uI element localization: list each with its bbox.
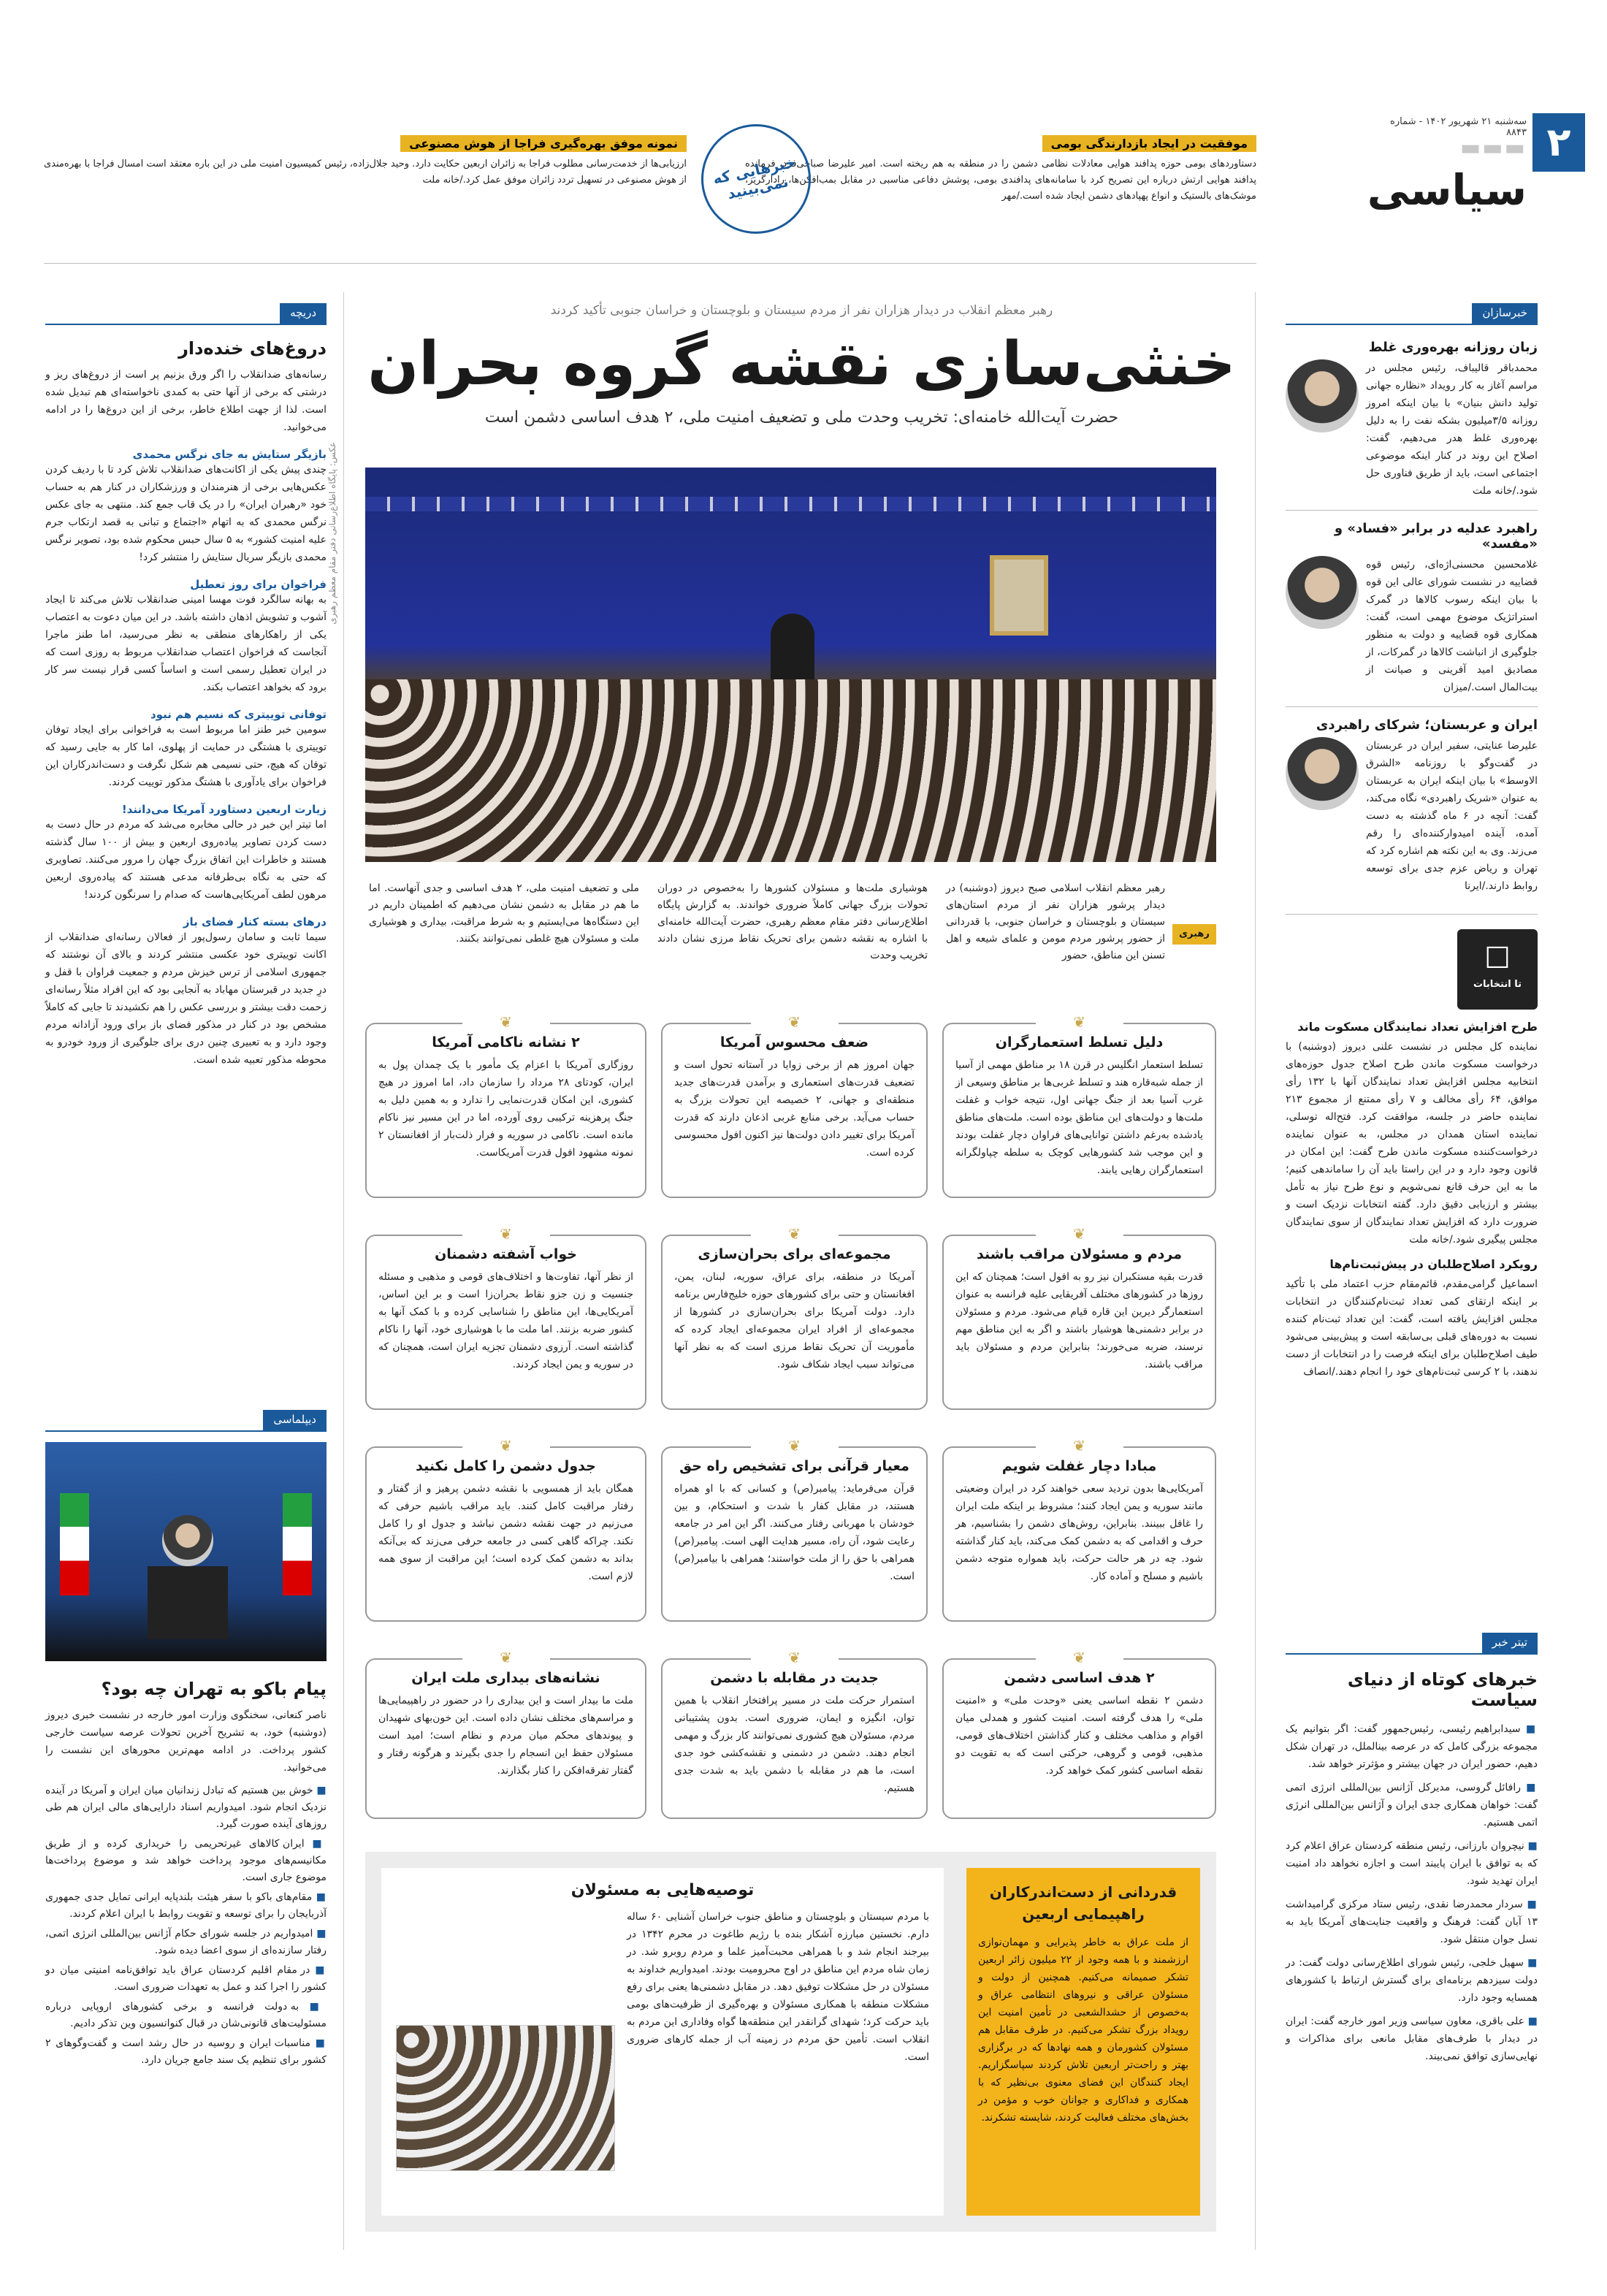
lead-tag: رهبری [1172, 924, 1216, 945]
right-twitter-section [1286, 1633, 1538, 2071]
news-title: طرح افزایش تعداد نمایندگان مسکوت ماند [1297, 1020, 1538, 1034]
section-title: سیاسی [1367, 165, 1527, 215]
quote-box: ❦ مردم و مسئولان مراقب باشند قدرت بقیه مستکبران نیز رو به افول است؛ همچنان که این روزها در کشورهای مختلف آفریقایی علیه فرانسه به عنوان استعمارگر دیرین این قاره قیام می‌شود. مردم و مسئولان در برابر دشمنی‌ها هوشیار باشند و اگر به این مناطق مهم نرسند، ضربه می‌خورند؛ بنابراین مردم و مسئولان باید مراقب باشند. [942, 1235, 1216, 1410]
bullet-item: ■ خوش بین هستیم که تبادل زندانیان میان ایران و آمریکا در آینده نزدیک انجام شود. امیدواریم اسناد دارایی‌های مالی ایران هم طی روزهای آینده صورت گیرد. [45, 1785, 327, 1830]
masthead [1367, 113, 1585, 230]
date-line: سه‌شنبه ۲۱ شهریور ۱۴۰۲ - شماره ۸۸۴۳ [1390, 116, 1527, 138]
stamp-text: خبرهایی که نمی‌بینید [711, 153, 798, 203]
intro-text: ناصر کنعانی، سخنگوی وزارت امور خارجه در نشست خبری دیروز (دوشنبه) خود، به تشریح آخرین تحولات عرصه سیاست خارجی کشور پرداخت. در ادامه مهم‌ترین محورهای این نشست را می‌خوانید. [45, 1709, 327, 1774]
bullet-item: ■ امیدواریم در جلسه شورای حکام آژانس بین‌المللی انرژی اتمی، رفتار سازنده‌ای از سوی اعضا دیده شود. [45, 1928, 327, 1956]
quote-box: ❦ مبادا دچار غفلت شویم آمریکایی‌ها بدون تردید سعی خواهند کرد در ایران وضعیتی مانند سوریه و یمن ایجاد کنند؛ مشروط بر اینکه ملت ایران را غافل ببینند. بنابراین، روش‌های دشمن را بشناسیم، هر حرف و اقدامی که به دشمن کمک می‌کند، باید کنار گذاشته شود. چه در هر حالت حرکت، باید همواره متوجه دشمن باشیم و مسلح و آماده کار. [942, 1446, 1216, 1622]
news-body: غلامحسین محسنی‌اژه‌ای، رئیس قوه قضاییه در نشست شورای عالی این قوه با بیان اینکه رسوب کالاها در گمرک استراتژیک موضوع مهمی است، گفت: همکاری قوه قضاییه و دولت به منظور جلوگیری از انباشت کالاها در گمرکات، از مصادیق امید آفرینی و صیانت از بیت‌المال است./میزان [1366, 559, 1538, 693]
bullet-item: ■ مقام‌های باکو با سفر هیئت بلندپایه ایرانی تمایل جدی جمهوری آذربایجان را برای توسعه و تقویت روابط با ایران اعلام کردند. [45, 1891, 327, 1920]
brief-text: ارزیابی‌ها از خدمت‌رسانی مطلوب فراجا به زائران اربعین حکایت دارد. وحید جلال‌زاده، رئیس کمیسیون امنیت ملی در این باره معتقد است امسال فراجا با بهره‌مندی از هوش مصنوعی در تسهیل تردد زائران موفق عمل کرد./خانه ملت [44, 159, 687, 186]
portrait-frame [990, 555, 1048, 636]
subhead: حضرت آیت‌الله خامنه‌ای: تخریب وحدت ملی و تضعیف امنیت ملی، ۲ هدف اساسی دشمن است [484, 408, 1119, 427]
quote-box: ❦ جدیت در مقابله با دشمن استمرار حرکت ملت در مسیر پرافتخار انقلاب با همین توان، انگیزه و ایمان، ضروری است. بدون پشتیبانی مردم، مسئولان هیچ کشوری نمی‌توانند کار بزرگ و مهمی انجام دهند. دشمن در دشمنی و نقشه‌کشی خود جدی است، ما هم در مقابله با دشمن باید به شدت جدی هستیم. [661, 1658, 928, 1819]
section-header: خبرسازان [1286, 303, 1538, 325]
bottom-left-box [381, 1868, 944, 2216]
box-title: توصیه‌هایی به مسئولان [570, 1881, 755, 1899]
page-number-badge: ۲ [1532, 113, 1585, 172]
news-item [1286, 717, 1538, 895]
news-title: رویکرد اصلاح‌طلبان در پیش‌ثبت‌نام‌ها [1329, 1257, 1538, 1271]
photo-caption: عکس: پایگاه اطلاع‌رسانی دفتر مقام معظم رهبری [327, 442, 337, 625]
news-title: راهبرد عدلیه در برابر «فساد» و «مفسد» [1334, 521, 1538, 552]
person-photo [1286, 556, 1359, 629]
news-body: نماینده کل مجلس در نشست علنی دیروز (دوشنبه) با درخواست مسکوت ماندن طرح اصلاح جدول حوزه‌های انتخابیه مجلس افزایش تعداد نمایندگان آنها با ۱۳۲ رأی موافق، ۶۴ رأی مخالف و ۷ رأی ممتنع از مجموع ۲۱۳ نماینده حاضر در جلسه، موافقت کرد. فتح‌اله توسلی، نماینده استان همدان در مجلس، به عنوان نماینده درخواست‌کننده مسکوت ماندن طرح گفت: این امکان در قانون وجود دارد و در این راستا باید آن را ساماندهی کنیم؛ ما به این حرف قانع نمی‌شویم و نوع طرح نیاز به تأمل بیشتر و ارزیابی دقیق دارد. گفته انتخابات نزدیک است و ضرورت دارد که افزایش تعداد نمایندگان از سوی نمایندگان مجلس پیگیری شود./خانه ملت [1286, 1041, 1538, 1246]
section-title: پیام باکو به تهران چه بود؟ [101, 1679, 327, 1699]
quote-box: ❦ نشانه‌های بیداری ملت ایران ملت ما بیدار است و این بیداری را در حضور در راهپیمایی‌ها و مراسم‌های مختلف نشان داده است. این خون‌بهای شهیدان و پیوندهای محکم میان مردم و نظام است؛ امید است مسئولان حفظ این انسجام را جدی بگیرند و هرگونه رفتار و گفتار تفرقه‌افکن را کنار بگذارند. [365, 1658, 646, 1819]
bottom-panel [365, 1852, 1216, 2232]
news-body: محمدباقر قالیباف، رئیس مجلس در مراسم آغاز به کار رویداد «نظاره جهانی تولید دانش بنیان» با بیان اینکه امروز روزانه ۳/۵میلیون بشکه نفت را به دلیل بهره‌وری غلط هدر می‌دهیم، گفت: اصلاح این روند در کنار اینکه موضوعی اجتماعی است، باید از طریق فناوری حل شود./خانه ملت [1366, 362, 1538, 497]
lead-col: هوشیاری ملت‌ها و مسئولان کشورها را به‌خصوص در دوران تحولات بزرگ جهانی کاملاً ضروری خواندند. به گزارش پایگاه اطلاع‌رسانی دفتر مقام معظم رهبری، حضرت آیت‌الله خامنه‌ای با اشاره به نقشه دشمن برای تحریک نقاط مرزی نشان دادند تخریب وحدت [657, 882, 928, 961]
short-news: ■ سردار محمدرضا نقدی، رئیس ستاد مرکزی گرامیداشت ۱۳ آبان گفت: فرهنگ و واقعیت جنایت‌های آمریکا باید به نسل جوان منتقل شود. [1286, 1899, 1538, 1945]
intro-text: رسانه‌های ضدانقلاب را اگر ورق بزنیم پر است از دروغ‌های ریز و درشتی که برخی از آنها حتی به کمدی ناخواسته‌ای هم تبدیل شده است. لذا از جهت اطلاع خاطر، برخی از این دروغ‌ها را در ادامه می‌خوانید. [45, 369, 327, 433]
item: درهای بسته کنار فضای باز سیما ثابت و سامان رسول‌پور از فعالان رسانه‌ای ضدانقلاب از اکانت توییتری خود عکسی منتشر کردند و بالای آن نوشتند که جمهوری اسلامی از ترس خیزش مردم و جمعیت فراوان با قفل و درِ جدید در قبرستان مهاباد به آنجایی بود که این افراد مثلاً رسانه‌ای زحمت دقت بیشتر و بررسی عکس را هم نکشیدند تا جایی که کاملاً مشخص بود در کنار در مذکور فضای باز برای ورود آزادانه مردم وجود دارد و به تعبیری چنین دری برای جلوگیری از ورود خودرو به محوطه مذکور تعبیه شده است. [45, 915, 327, 1066]
person-photo [1286, 359, 1359, 432]
bullet-item: ■ در مقام اقلیم کردستان عراق باید توافق‌نامه امنیتی میان دو کشور را اجرا کند و عمل به تعهدات ضروری است. [45, 1964, 327, 1993]
item: زیارت اربعین دستاورد آمریکا می‌دانند! اما تیتر این خبر در حالی مخابره می‌شد که مردم در حال دست به دست کردن تصاویر پیاده‌روی اربعین و بیش از ۱۰۰ سال گذشته هستند و خاطرات این اتفاق بزرگ جهان را مرور می‌کنند. تصاویری که حتی به نگاه بی‌طرفانه مدعی هستند که پیاده‌روی اربعین مرهون لطف آمریکایی‌هاست که صدام را سرنگون کردند! [45, 803, 327, 901]
box-body: از ملت عراق به خاطر پذیرایی و مهمان‌نوازی ارزشمند و با همه وجود از ۲۲ میلیون زائر اربعین تشکر صمیمانه می‌کنیم. همچنین از دولت و مسئولان عراقی و نیروهای انتظامی عراق و به‌خصوص از حشدالشعبی در تأمین امنیت این رویداد بزرگ تشکر می‌کنیم. در طرف مقابل هم مسئولان کشورمان و همه نهادها که در برگزاری بهتر و راحت‌تر اربعین تلاش کردند سپاسگزاریم. ایجاد کنندگان این فضای معنوی بی‌نظیر که با همکاری و فداکاری و جوانان خوب و مؤمن در بخش‌های مختلف فعالیت کردند، شایسته تشکرند. [978, 1937, 1189, 2124]
lead-col: ملی و تضعیف امنیت ملی، ۲ هدف اساسی و جدی آنهاست. اما ما هم در مقابل به دشمن نشان می‌دهیم که اطمینان داریم در این دستگاه‌ها می‌ایستیم و به شرط مراقبت، بیداری و هوشیاری ملت و مسئولان هیچ غلطی نمی‌توانند بکنند. [369, 882, 639, 945]
bullet-item: ■ به دولت فرانسه و برخی کشورهای اروپایی درباره مسئولیت‌های قانونی‌شان در قبال کنوانسیون وین تذکر دادیم. [45, 2001, 327, 2029]
news-item [1286, 521, 1538, 696]
lead-col: رهبر معظم انقلاب اسلامی صبح دیروز (دوشنبه) در دیدار پرشور هزاران نفر از مردم استان‌های سیستان و بلوچستان و خراسان جنوبی، با قدردانی از حضور پرشور مردم مومن و علمای شیعه و اهل تسنن این مناطق، حضور [946, 882, 1165, 961]
bullet-item: ■ ایران کالاهای غیرتحریمی را خریداری کرده و از طریق مکانیسم‌های موجود پرداخت خواهد شد و موضوع پرداخت‌ها موضوع جاری است. [45, 1838, 327, 1883]
right-column [1286, 303, 1538, 1381]
news-item [1286, 340, 1538, 500]
main-photo [365, 468, 1216, 862]
short-news: ■ سهیل خلجی، رئیس شورای اطلاع‌رسانی دولت گفت: در دولت سیزدهم برنامه‌ای برای گسترش ارتباط با کشورهای همسایه وجود دارد. [1286, 1957, 1538, 2004]
crowd-photo [396, 2025, 615, 2171]
top-brief-right [745, 135, 1256, 205]
person-photo [1286, 737, 1359, 810]
diplomacy-section [45, 1410, 327, 2072]
newspaper-logo: ▬▬▬ [1459, 135, 1527, 161]
brief-text: دستاوردهای بومی حوزه پدافند هوایی معادلات نظامی دشمن را در منطقه به هم ریخته است. امیر علیرضا صباحی‌فرد، فرمانده پدافند هوایی ارتش درباره این تصریح کرد با سامانه‌های پدافندی بومی، پوشش دفاعی مناسبی در مقابل بمب‌افکن‌ها، رادارگریز، موشک‌های بالستیک و انواع پهپادهای دشمن ایجاد شده است./مهر [745, 159, 1256, 202]
election-item [1286, 1257, 1538, 1381]
flag-right [283, 1493, 312, 1595]
quote-box: ❦ معیار قرآنی برای تشخیص راه حق قرآن می‌فرماید: پیامبر(ص) و کسانی که با او همراه هستند، در مقابل کفار با شدت و استحکام، و بین خودشان با مهربانی رفتار می‌کنند. اگر این امر در جامعه رعایت شود، آن راه، مسیر هدایت الهی است. پیامبر(ص) همراهی با حق را از ملت خواستند؛ همراهی با بیامبر(ص) است. [661, 1446, 928, 1622]
quote-box: ❦ جدول دشمن را کامل نکنید همگان باید از همسویی با نقشه دشمن پرهیز و از گفتار و رفتار مراقبت کامل کنند. باید مراقب باشیم حرفی که می‌زنیم در جهت نقشه دشمن نباشد و جدول او را کامل نکند. چراکه گاهی کسی در جامعه حرفی می‌زند که بی‌آنکه بداند به دشمن کمک کرده است؛ این مراقبت از سوی همه لازم است. [365, 1446, 646, 1622]
section-title: دروغ‌های خنده‌دار [178, 338, 327, 359]
brief-tag: موفقیت در ایجاد بازدارندگی بومی [1042, 135, 1256, 152]
quote-box: ❦ ۲ هدف اساسی دشمن دشمن ۲ نقطه اساسی یعنی «وحدت ملی» و «امنیت ملی» را هدف گرفته است. امنیت کشور و همدلی میان اقوام و مذاهب مختلف و کنار گذاشتن اختلاف‌های قومی، مذهبی، قومی و گروهی، حرکتی است که به تقویت دو نقطه اساسی کشور کمک خواهد کرد. [942, 1658, 1216, 1819]
news-title: زبان روزانه بهره‌وری غلط [1368, 340, 1538, 355]
election-item [1286, 1020, 1538, 1248]
item: فراخوان برای روز تعطیل به بهانه سالگرد فوت مهسا امینی ضدانقلاب تلاش می‌کند تا ایجاد آشوب و تشویش اذهان داشته باشد. در این میان دعوت به اعتصاب یکی از راهکارهای منطقی به نظر می‌رسید، اما طنز ماجرا آنجاست که فراخوان اعتصاب ضدانقلاب مربوط به روزی است که در ایران تعطیل رسمی است و اساساً کسی قرار نیست سر کار برود که بخواهد اعتصاب بکند. [45, 578, 327, 693]
bottom-right-box [966, 1868, 1200, 2216]
brief-tag: نمونه موفق بهره‌گیری فراجا از هوش مصنوعی [400, 135, 687, 152]
section-header: دریچه [45, 303, 327, 325]
lead-section [365, 880, 1216, 983]
election-tag: تا انتخابات [1473, 979, 1522, 990]
flag-left [60, 1493, 89, 1595]
short-news: ■ نیچروان بارزانی، رئیس منطقه کردستان عراق اعلام کرد که به توافق با ایران پایبند است و اجازه نخواهد داد امنیت ایران تهدید شود. [1286, 1840, 1538, 1887]
quote-box: ❦ خواب آشفته دشمنان از نظر آنها، تفاوت‌ها و اختلاف‌های قومی و مذهبی و مسئله جنسیت و زن جزو نقاط بحران‌زا است و بر این اساس، آمریکایی‌ها، این مناطق را شناسایی کرده و با کمک آنها به کشور ضربه بزنند. اما ملت ما با هوشیاری خود، آنها را ناکام گذاشته است. آرزوی دشمنان تجزیه ایران است، همچنان که در سوریه و یمن ایجاد کردند. [365, 1235, 646, 1410]
news-title: ایران و عربستان؛ شرکای راهبردی [1316, 717, 1538, 733]
speaker-photo [162, 1515, 213, 1566]
news-body: علیرضا عنایتی، سفیر ایران در عربستان در گفت‌وگو با روزنامه «الشرق الاوسط» با بیان اینکه ایران به عربستان به عنوان «شریک راهبردی» نگاه می‌کند، گفت: آنچه در ۶ ماه گذشته به دست آمده، آینده امیدوارکننده‌ای را رقم می‌زند. وی به این نکته هم اشاره کرد که تهران و ریاض عزم جدی برای توسعه روابط دارند./ایرنا [1366, 740, 1538, 892]
item: توفانی توییتری که نسیم هم نبود سومین خبر طنز اما مربوط است به فراخوانی برای ایجاد توفان توییتری با هشتگی در حمایت از پهلوی، اما کار به جایی رسید که توفان که هیچ، حتی نسیمی هم شکل نگرفت و دست‌اندرکاران این فراخوان برای یادآوری با هشتگ مذکور توییت کردند. [45, 708, 327, 788]
election-badge [1457, 929, 1538, 1010]
news-body: اسماعیل گرامی‌مقدم، قائم‌مقام حزب اعتماد ملی با تأکید بر اینکه ارتقای کمی تعداد ثبت‌نام‌کنندگان در انتخابات مجلس افزایش یافته است، گفت: این تعداد ثبت‌نام کننده نسبت به دوره‌های قبلی بی‌سابقه است و پیش‌بینی می‌شود طیف اصلاح‌طلبان برای اینکه فرصت را در انتخابات از دست ندهند، با ۲ کرسی ثبت‌نام‌های خود را انجام دهند./انصاف [1286, 1278, 1538, 1378]
box-title: قدردانی از دست‌اندرکاران راهپیمایی اربعین [989, 1883, 1177, 1923]
short-news: ■ علی باقری، معاون سیاسی وزیر امور خارجه گفت: ایران در دیدار با طرف‌های مقابل مانعی برای مذاکرات و نهایی‌سازی توافق نمی‌بیند. [1286, 2015, 1538, 2062]
stamp-logo [691, 114, 821, 244]
left-column [45, 303, 327, 1069]
box-body: با مردم سیستان و بلوچستان و مناطق جنوب خراسان آشنایی ۶۰ ساله دارم. نخستین مبارزه آشکار بنده با رژیم طاغوت در محرم ۱۳۴۲ در بیرجند انجام شد و با همراهی محبت‌آمیز علما و مردم روبرو شد. در زمان شاه مردم این مناطق در اوج محرومیت بودند. امیدواریم خداوند به مسئولان در حل مشکلات توفیق دهد. در مقابل دشمنی‌ها یعنی برای رفع مشکلات منطقه با همکاری مسئولان و بهره‌گیری از ظرفیت‌های بومی باید حرکت کرد؛ شهدای گرانقدر این منطقه‌ها گواه وفاداری این مردم به انقلاب است. تأمین حق مردم در زمینه آب از جمله کارهای ضروری است. [627, 1911, 930, 2063]
top-divider [44, 263, 1256, 264]
section-title: خبرهای کوتاه از دنیای سیاست [1347, 1669, 1538, 1710]
diplomacy-photo [45, 1442, 327, 1661]
top-brief-left [44, 135, 687, 188]
kicker: رهبر معظم انقلاب در دیدار هزاران نفر از مردم سیستان و بلوچستان و خراسان جنوبی تأکید کردند [550, 303, 1053, 318]
bullet-item: ■ مناسبات ایران و روسیه در حال رشد است و گفت‌وگوهای ۲ کشور برای تنظیم یک سند جامع جریان دارد. [45, 2037, 327, 2066]
quote-box: ❦ مجموعه‌ای برای بحران‌سازی آمریکا در منطقه، برای عراق، سوریه، لبنان، یمن، افغانستان و حتی برای کشورهای حوزه خلیج‌فارس برنامه دارد. دولت آمریکا برای بحران‌سازی در کشورها از مجموعه‌ای از افراد ایران مجموعه‌ای ایجاد کرده که مأموریت آن تحریک نقاط مرزی است که به نظر آنها می‌تواند سبب ایجاد شکاف شود. [661, 1235, 928, 1410]
headline: خنثی‌سازی نقشه گروه بحران [367, 329, 1236, 399]
ballot-box-icon: ☐ [1484, 942, 1511, 975]
main-article [365, 303, 1238, 427]
quote-box: ❦ ضعف محسوس آمریکا جهان امروز هم از برخی زوایا در آستانه تحول است و تضعیف قدرت‌های استعماری و برآمدن قدرت‌های جدید منطقه‌ای و جهانی، ۲ خصیصه این تحولات بزرگ به حساب می‌آید. برخی منابع غربی اذعان دارند که قدرت آمریکا برای تغییر دادن دولت‌ها نیز اکنون افول محسوسی کرده است. [661, 1023, 928, 1198]
section-header: تیتر خبر [1286, 1633, 1538, 1655]
item: بازیگر ستایش به جای نرگس محمدی چندی پیش یکی از اکانت‌های ضدانقلاب تلاش کرد تا با ردیف کردن عکس‌هایی برخی از هنرمندان و ورزشکاران در کنار هم به حساب خود «رهبران ایران» را در یک قاب جمع کند. منتهی به جای عکس نرگس محمدی که به اتهام «اجتماع و تبانی به قصد ارتکاب جرم علیه امنیت کشور» به ۵ سال حبس محکوم شده بود، تصویر نرگس محمدی بازیگر سریال ستایش را منتشر کرد! [45, 448, 327, 563]
short-news: ■ سیدابراهیم رئیسی، رئیس‌جمهور گفت: اگر بتوانیم یک مجموعه بزرگی کامل که در عرصه بینالملل، در تهران شکل دهیم، حضور ایران در جهان بیشتر و مؤثرتر خواهد شد. [1286, 1723, 1538, 1770]
short-news: ■ رافائل گروسی، مدیرکل آژانس بین‌المللی انرژی اتمی گفت: خواهان همکاری جدی ایران و آژانس بین‌المللی انرژی اتمی هستیم. [1286, 1782, 1538, 1828]
section-header: دیپلماسی [45, 1410, 327, 1432]
quote-box: ❦ دلیل تسلط استعمارگران تسلط استعمار انگلیس در قرن ۱۸ بر مناطق مهمی از آسیا از جمله شبه‌قاره هند و تسلط غربی‌ها بر مناطق وسیعی از غرب آسیا بعد از جنگ جهانی اول، نتیجه خواب و غفلت ملت‌ها و دولت‌های این مناطق بوده است. ملت‌های مناطق یادشده به‌رغم داشتن توانایی‌های فراوان دچار غفلت بودند و این موجب شد کشورهایی کوچک به سلطه چپاولگرانه استعمارگران رهایی یابند. [942, 1023, 1216, 1198]
quote-box: ❦ ۲ نشانه ناکامی آمریکا روزگاری آمریکا با اعزام یک مأمور با یک چمدان پول به ایران، کودتای ۲۸ مرداد را سازمان داد، اما امروز در هیچ کشوری، این امکان قدرت‌نمایی را ندارد و به همین دلیل به جنگ پرهزینه ترکیبی روی آورده، اما در این مسیر نیز ناکام مانده است. ناکامی در سوریه و فرار ذلت‌بار از افغانستان ۲ نمونه مشهود افول قدرت آمریکاست. [365, 1023, 646, 1198]
